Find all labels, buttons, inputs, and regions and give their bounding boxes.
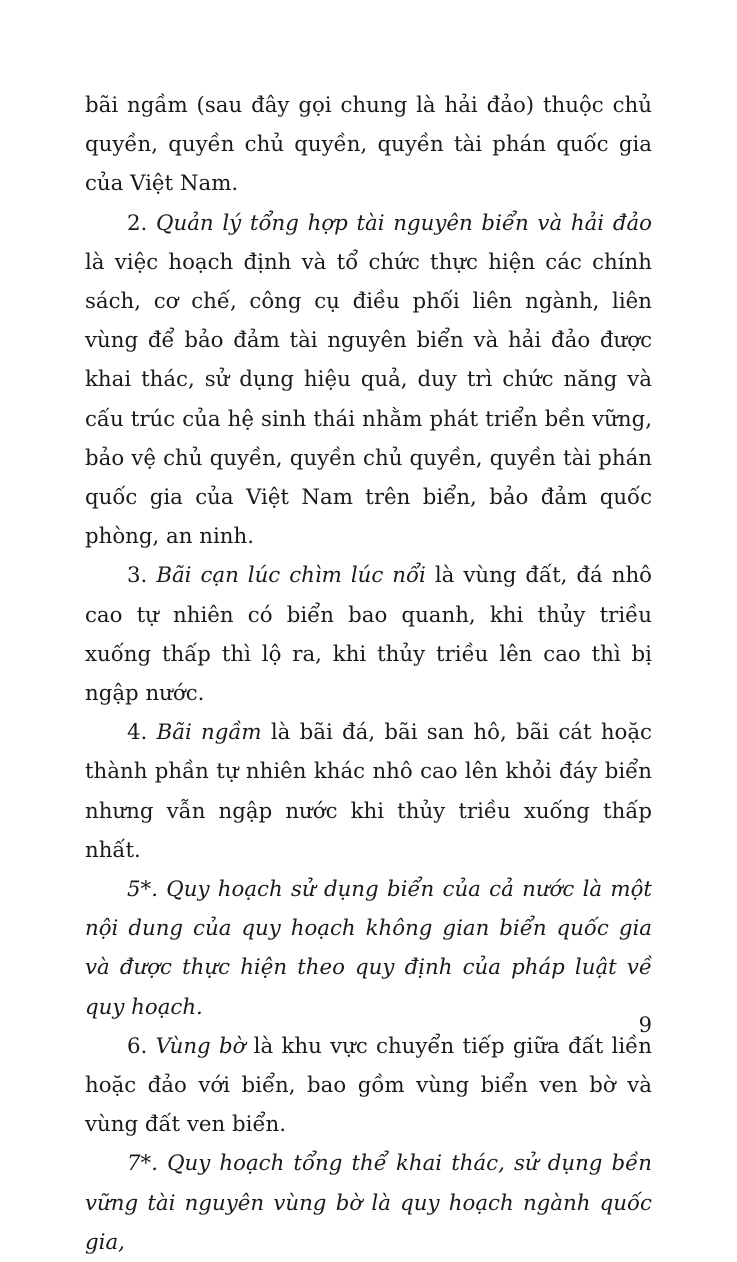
document-body [85,86,652,1262]
clause-number: 2. [127,210,157,236]
definition-text: là bãi đá, bãi san hô, bãi cát hoặc thành phần tự nhiên khác nhô cao lên khỏi đáy biển nhưng vẫn ngập nước khi thủy triều xuống thấp nhất. [85,720,652,863]
paragraph-clause-6 [85,1027,652,1145]
definition-text: là việc hoạch định và tổ chức thực hiện các chính sách, cơ chế, công cụ điều phối liên ngành, liên vùng để bảo đảm tài nguyên biển và hải đảo được khai thác, sử dụng hiệu quả, duy trì chức năng và cấu trúc của hệ sinh thái nhằm phát triển bền vững, bảo vệ chủ quyền, quyền chủ quyền, quyền tài phán quốc gia của Việt Nam trên biển, bảo đảm quốc phòng, an ninh. [85,249,652,550]
defined-term: Quản lý tổng hợp tài nguyên biển và hải đảo [156,210,652,236]
paragraph-clause-5 [85,870,652,1027]
clause-number: 6. [127,1033,156,1059]
clause-number: 4. [127,720,157,746]
clause-number: 3. [127,563,157,589]
defined-term: Bãi ngầm [156,720,262,746]
definition-text: là khu vực chuyển tiếp giữa đất liền hoặc đảo với biển, bao gồm vùng biển ven bờ và vùng đất ven biển. [85,1033,652,1138]
paragraph-clause-3 [85,556,652,713]
defined-term: Vùng bờ [155,1033,246,1059]
definition-text: là vùng đất, đá nhô cao tự nhiên có biển bao quanh, khi thủy triều xuống thấp thì lộ ra, khi thủy triều lên cao thì bị ngập nước. [85,563,652,707]
defined-term: Bãi cạn lúc chìm lúc nổi [156,563,426,589]
paragraph-continuation [85,86,652,204]
amended-clause-text: 7*. Quy hoạch tổng thể khai thác, sử dụng bền vững tài nguyên vùng bờ là quy hoạch ngành quốc gia, [85,1151,652,1255]
amended-clause-text: 5*. Quy hoạch sử dụng biển của cả nước là một nội dung của quy hoạch không gian biển quốc gia và được thực hiện theo quy định của pháp luật về quy hoạch. [85,877,652,1020]
paragraph-clause-2 [85,204,652,557]
paragraph-clause-4 [85,713,652,870]
paragraph-clause-7 [85,1144,652,1262]
paragraph-text: bãi ngầm (sau đây gọi chung là hải đảo) thuộc chủ quyền, quyền chủ quyền, quyền tài phán quốc gia của Việt Nam. [85,93,652,197]
page-number: 9 [638,1013,652,1037]
